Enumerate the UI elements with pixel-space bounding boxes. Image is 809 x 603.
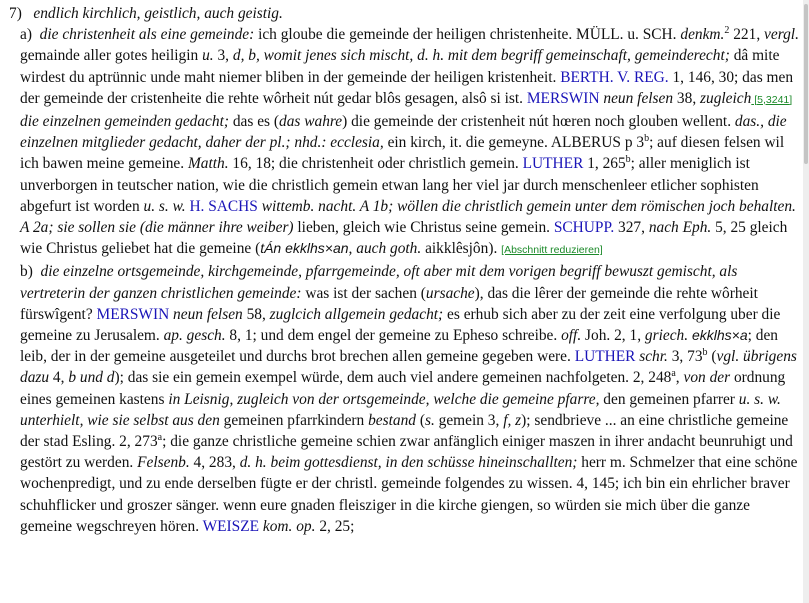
quote-text: ; den leib, der in der gemeine ausgeteilet und durchs brot brechen allen gemeine gegeben were. bbox=[20, 327, 778, 366]
quote-text: lieben, gleich wie Christus seine gemein. bbox=[293, 219, 554, 237]
quote-text: ( bbox=[415, 411, 425, 429]
quote-text: ; die ganze christliche gemeine schien zwar anfänglich einiger maszen in ihrer andacht beunruhigt und gestört zu werden. bbox=[20, 433, 793, 472]
quote-text: 4, bbox=[49, 369, 69, 387]
section-a bbox=[9, 24, 803, 261]
editorial-note: f, z bbox=[503, 411, 522, 429]
editorial-note: d. h. beim gottesdienst, in den schüsse hineinschallten; bbox=[239, 454, 578, 472]
source-title: Felsenb. bbox=[137, 454, 190, 472]
quote-text: ) die gemeinde der cristenheit nút hœren noch glouben wellent. bbox=[342, 113, 735, 131]
source-title: neun felsen bbox=[169, 305, 243, 323]
editorial-note: d, b, womit jenes sich mischt, d. h. mit dem begriff gemeinschaft, gemeinderecht; bbox=[232, 47, 730, 65]
editorial-note: u. s. w. bbox=[143, 197, 186, 215]
quote-text: gemein 3, bbox=[434, 411, 504, 429]
editorial-note: zugleich bbox=[700, 89, 752, 107]
source-title: schr. bbox=[635, 348, 668, 366]
source-link-luther[interactable]: LUTHER bbox=[574, 348, 636, 366]
quote-text: aikklêsjôn). bbox=[421, 240, 502, 258]
source-abbrev: MÜLL. u. SCH. bbox=[576, 26, 677, 44]
source-link-schupp[interactable]: SCHUPP. bbox=[553, 219, 615, 237]
quote-text: , bbox=[675, 369, 684, 387]
quote-text: ( bbox=[707, 348, 717, 366]
section-b bbox=[9, 261, 803, 537]
quote-text: 4, 283, bbox=[189, 454, 240, 472]
quote-text: 1, 146, 30; das men der gemeinde der cristenheite die rehte wôrheit nút gedar blôs gesagen, alsô si ist. bbox=[20, 68, 794, 107]
quote-text: 38, bbox=[673, 89, 701, 107]
editorial-note: vergl. bbox=[764, 26, 799, 44]
quote-text: dâ mite wirdest du aptrünnic unde maht niemer bliben in der gemeinde der heiligen kristenheit. bbox=[20, 47, 780, 86]
quote-text: ), das die lêrer der gemeinde die rehte wôrheit fürswîgent? bbox=[20, 284, 758, 323]
superscript: b bbox=[625, 154, 631, 166]
source-abbrev: ALBERUS bbox=[550, 134, 621, 152]
source-link-sachs[interactable]: H. SACHS bbox=[189, 197, 258, 215]
editorial-note: in Leisnig, zugleich von der ortsgemeinde, welche die gemeine pfarre, bbox=[168, 390, 600, 408]
editorial-note: griech. bbox=[644, 327, 689, 345]
editorial-note: vgl. übrigens dazu bbox=[20, 348, 797, 387]
source-title: kom. op. bbox=[259, 517, 316, 535]
editorial-note: , auch goth. bbox=[348, 240, 422, 258]
editorial-note: u. bbox=[202, 47, 214, 65]
quote-text: herr m. Schmelzer that eine schöne wochenpredigt, und zu ende derselben fügte er der christl. gemeinde folgendes zu wissen. 4, 145; ich bin ein ehrlicher braver schuhflicker und groszer sänger. wenn eure gnaden fleisziger in die kirche giengen, so würden sie mich über die ganze gemeine wegschreyen hören. bbox=[20, 454, 798, 535]
editorial-note: von der bbox=[683, 369, 731, 387]
source-title: denkm. bbox=[680, 26, 725, 44]
reduce-section-link[interactable]: [Abschnitt reduzieren] bbox=[501, 244, 603, 257]
source-link-berth[interactable]: BERTH. V. REG. bbox=[560, 68, 669, 86]
vertical-scrollbar[interactable] bbox=[803, 0, 809, 603]
quote-text: 327, bbox=[614, 219, 649, 237]
quote-text: 2, 25; bbox=[315, 517, 355, 535]
superscript: a bbox=[671, 368, 676, 380]
quote-text: ordnung eines gemeinen kastens bbox=[20, 369, 786, 408]
sense-number: 7) bbox=[9, 5, 22, 22]
quote-text: das es ( bbox=[228, 113, 279, 131]
quote-text: den gemeinen pfarrer bbox=[599, 390, 739, 408]
editorial-note: zuglcich allgemein gedacht; bbox=[269, 305, 444, 323]
editorial-note: das., die einzelnen mitglieder gedacht, daher der pl.; nhd.: ecclesia, bbox=[20, 113, 787, 152]
quote-text: 16, 18; die christenheit oder christlich gemein. bbox=[228, 155, 523, 173]
source-link-luther[interactable]: LUTHER bbox=[522, 155, 584, 173]
quote-text: was ist der sachen ( bbox=[301, 284, 426, 302]
sense-definition: endlich kirchlich, geistlich, auch geistig. bbox=[33, 5, 283, 22]
quote-text: 3, bbox=[213, 47, 233, 65]
superscript: a bbox=[157, 432, 163, 444]
quote-text: p 3 bbox=[620, 134, 645, 152]
quote-text: 8, 1; und dem engel der gemeine zu Epheso schreibe. bbox=[225, 327, 562, 345]
quote-text: 3, 73 bbox=[667, 348, 703, 366]
sense-heading bbox=[9, 3, 803, 24]
editorial-note: b und d bbox=[68, 369, 115, 387]
source-title: neun felsen bbox=[599, 89, 674, 107]
quote-text: ; aller meniglich ist unverborgen in teutscher nation, wie die christlich gemein etwan lang her viel jar durch menschenleer etlicher sophisten abgefurt ist worden bbox=[20, 155, 759, 215]
editorial-note: s. bbox=[424, 411, 435, 429]
column-reference-link[interactable]: [5,3241] bbox=[751, 93, 793, 106]
greek-word: tÁn ekklhs×an bbox=[260, 240, 349, 257]
superscript: 2 bbox=[724, 25, 730, 37]
source-link-merswin[interactable]: MERSWIN bbox=[96, 305, 170, 323]
editorial-note: die einzelnen gemeinden gedacht; bbox=[20, 113, 229, 131]
editorial-note: nach Eph. bbox=[648, 219, 712, 237]
editorial-note: u. s. w. unterhielt, wie sie selbst aus den bbox=[20, 390, 781, 429]
quote-text: 5, 25 gleich wie Christus geliebet hat die gemeine ( bbox=[20, 219, 788, 258]
quote-text: ich gloube die gemeinde der heiligen christenheite. bbox=[254, 26, 577, 44]
quote-text: ein kirch, it. die gemeyne. bbox=[383, 134, 551, 152]
source-title: Matth. bbox=[187, 155, 229, 173]
greek-word: ekklhs×a bbox=[688, 327, 748, 344]
editorial-note: bestand bbox=[368, 411, 416, 429]
editorial-note: wittemb. nacht. A 1b; wöllen die christlich gemein unter dem römischen joch behalten. A 2a; sie sollen sie (die männer ihre weiber) bbox=[20, 197, 796, 237]
quote-text: gemainde aller gotes heiligin bbox=[20, 47, 203, 65]
quote-text: ); das sie ein gemein exempel würde, dem auch viel andere gemeinen nachfolgeten. 2, 248 bbox=[114, 369, 672, 387]
quote-text: Joh. 2, 1, bbox=[581, 327, 645, 345]
source-link-weisze[interactable]: WEISZE bbox=[202, 517, 260, 535]
quote-text: ); sendbrieve ... an eine christliche gemeine der stad Esling. 2, 273 bbox=[20, 411, 789, 451]
definition-text: die christenheit als eine gemeinde: bbox=[39, 26, 255, 44]
source-title: off. bbox=[561, 327, 582, 345]
quote-text: gemeinen pfarrkindern bbox=[219, 411, 369, 429]
definition-text: die einzelne ortsgemeinde, kirchgemeinde, pfarrgemeinde, oft aber mit dem vorigen begriff bewuszt gemischt, als vertreterin der ganzen christlichen gemeinde: bbox=[20, 263, 738, 302]
quote-text: ; auf diesen felsen wil ich bawen meine gemeine. bbox=[20, 134, 785, 173]
source-title: ap. gesch. bbox=[163, 327, 226, 345]
scrollbar-thumb[interactable] bbox=[804, 4, 808, 164]
quote-text: es erhub sich aber zu der zeit eine verfolgung uber die gemeine zu Jerusalem. bbox=[20, 305, 781, 345]
superscript: b bbox=[702, 347, 708, 359]
section-a-label: a) bbox=[20, 26, 32, 44]
editorial-note: das wahre bbox=[279, 113, 343, 131]
editorial-note: ursache bbox=[425, 284, 475, 302]
section-b-label: b) bbox=[20, 263, 33, 281]
superscript: b bbox=[644, 133, 650, 145]
quote-text: 1, 265 bbox=[583, 155, 626, 173]
source-link-merswin[interactable]: MERSWIN bbox=[526, 89, 600, 107]
quote-text: 221, bbox=[729, 26, 765, 44]
quote-text: 58, bbox=[242, 305, 270, 323]
